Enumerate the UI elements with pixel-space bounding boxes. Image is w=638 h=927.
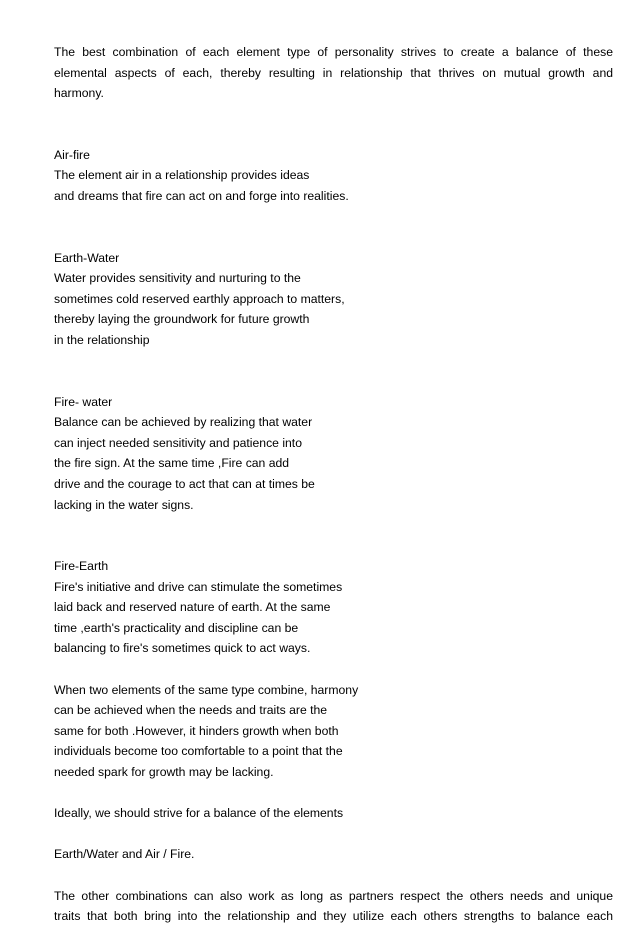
pairs-paragraph bbox=[54, 844, 613, 865]
section-fire-earth bbox=[54, 556, 613, 659]
paragraph-line: same for both .However, it hinders growth when both bbox=[54, 723, 339, 738]
section-line: lacking in the water signs. bbox=[54, 497, 194, 512]
same-type-paragraph bbox=[54, 680, 613, 783]
intro-line: The best combination of each element type of personality strives to create a balance of these bbox=[54, 45, 613, 59]
section-fire-water bbox=[54, 392, 613, 516]
section-line: The element air in a relationship provides ideas bbox=[54, 168, 310, 183]
other-paragraph bbox=[54, 886, 613, 927]
intro-line: harmony. bbox=[54, 86, 104, 101]
section-line: time ,earth's practicality and discipline can be bbox=[54, 620, 299, 635]
section-heading: Air-fire bbox=[54, 147, 90, 162]
section-line: can inject needed sensitivity and patience into bbox=[54, 435, 302, 450]
intro-paragraph bbox=[54, 42, 613, 104]
paragraph-line: When two elements of the same type combine, harmony bbox=[54, 682, 359, 697]
section-line: Fire's initiative and drive can stimulate the sometimes bbox=[54, 579, 343, 594]
section-heading: Fire-Earth bbox=[54, 559, 109, 574]
paragraph-line: Ideally, we should strive for a balance of the elements bbox=[54, 806, 344, 821]
section-line: in the relationship bbox=[54, 332, 150, 347]
section-line: drive and the courage to act that can at times be bbox=[54, 476, 315, 491]
section-heading: Earth-Water bbox=[54, 250, 120, 265]
section-line: Water provides sensitivity and nurturing to the bbox=[54, 271, 301, 286]
section-line: Balance can be achieved by realizing that water bbox=[54, 415, 313, 430]
section-air-fire bbox=[54, 145, 613, 207]
paragraph-line: can be achieved when the needs and traits are the bbox=[54, 703, 328, 718]
section-line: balancing to fire's sometimes quick to act ways. bbox=[54, 641, 311, 656]
section-line: thereby laying the groundwork for future growth bbox=[54, 312, 310, 327]
document-page bbox=[54, 42, 613, 927]
intro-line: elemental aspects of each, thereby resulting in relationship that thrives on mutual growth and bbox=[54, 65, 613, 80]
section-earth-water bbox=[54, 248, 613, 351]
section-line: laid back and reserved nature of earth. At the same bbox=[54, 600, 331, 615]
paragraph-line: The other combinations can also work as long as partners respect the others needs and unique bbox=[54, 888, 613, 903]
paragraph-line: traits that both bring into the relationship and they utilize each others strengths to balance each bbox=[54, 909, 613, 924]
ideal-paragraph bbox=[54, 803, 613, 824]
section-line: and dreams that fire can act on and forge into realities. bbox=[54, 188, 349, 203]
paragraph-line: individuals become too comfortable to a point that the bbox=[54, 744, 343, 759]
paragraph-line: Earth/Water and Air / Fire. bbox=[54, 847, 195, 862]
paragraph-line: needed spark for growth may be lacking. bbox=[54, 765, 274, 780]
section-line: sometimes cold reserved earthly approach to matters, bbox=[54, 291, 345, 306]
section-heading: Fire- water bbox=[54, 394, 113, 409]
section-line: the fire sign. At the same time ,Fire can add bbox=[54, 456, 290, 471]
